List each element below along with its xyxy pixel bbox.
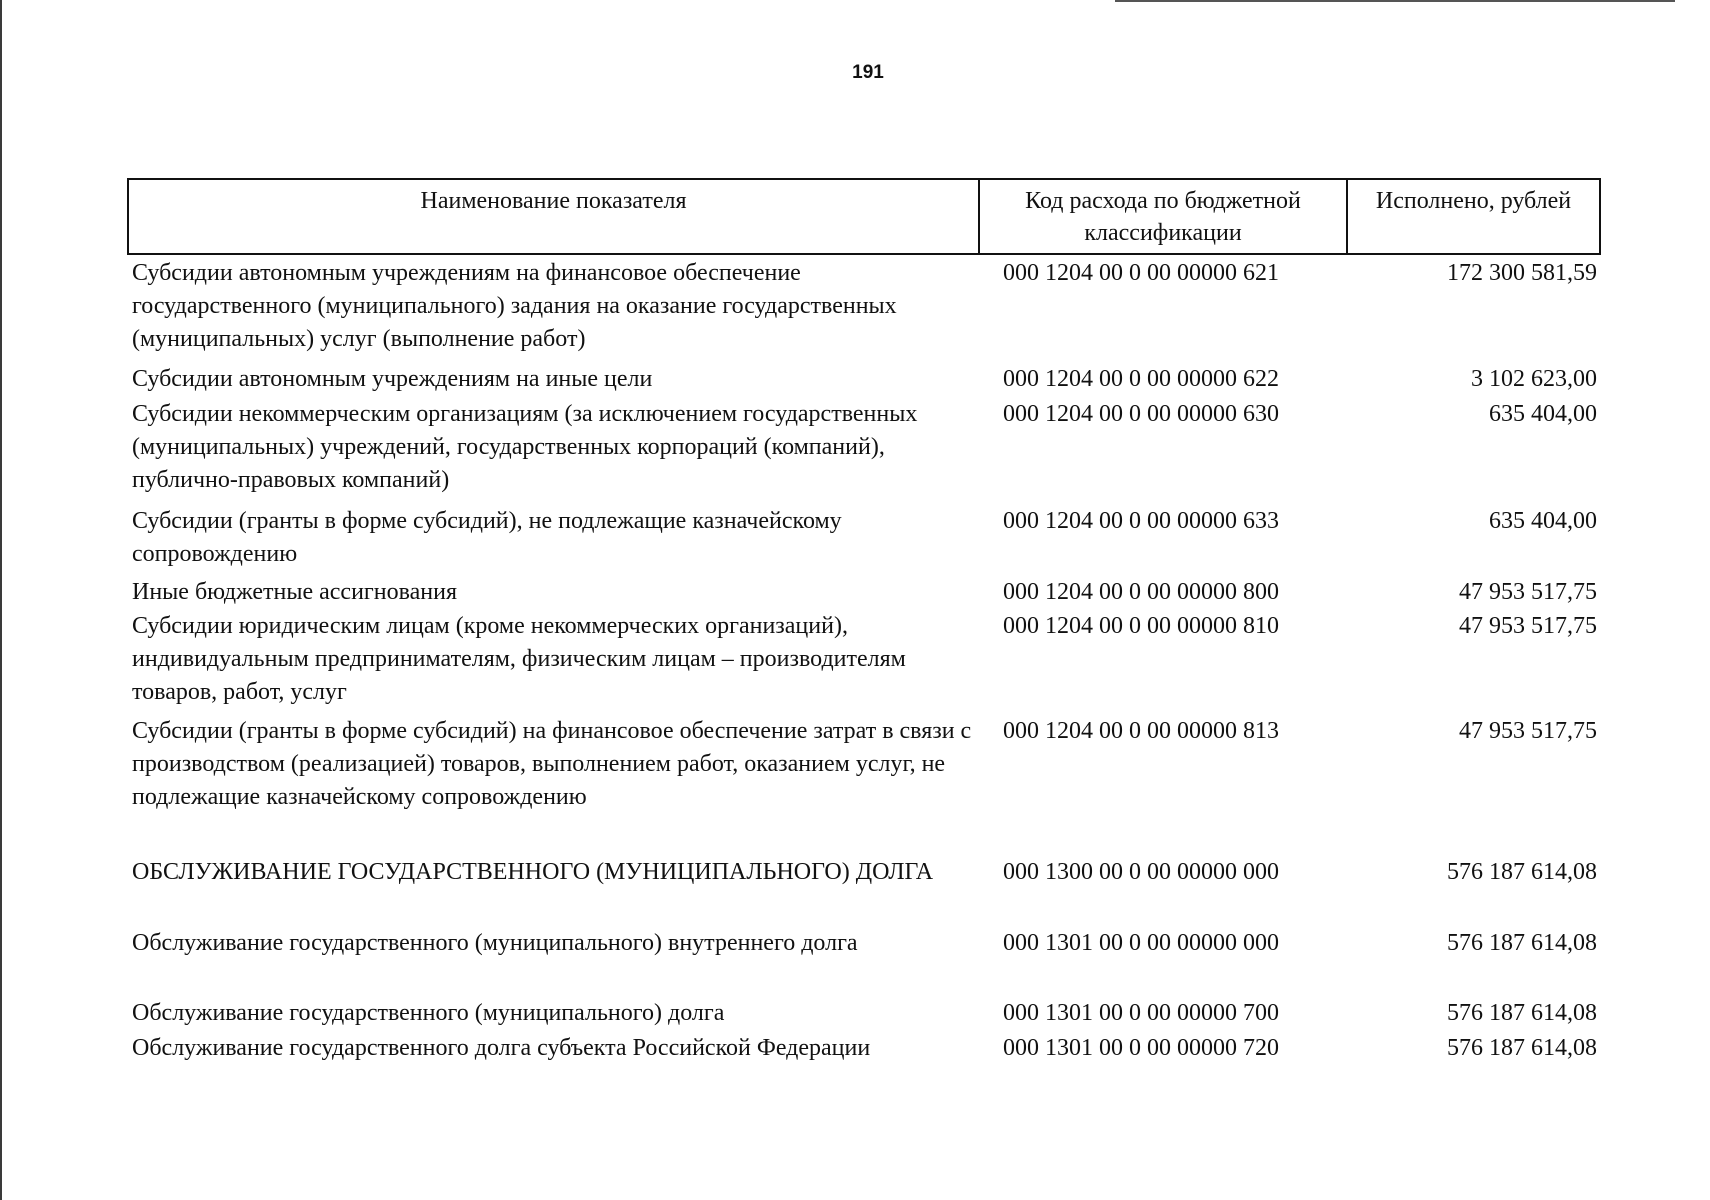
row-name: Обслуживание государственного (муниципального) долга	[132, 1000, 725, 1026]
row-name: Субсидии (гранты в форме субсидий) на финансовое обеспечение затрат в связи с производством (реализацией) товаров, выполнением работ, оказанием услуг, не подлежащие казначейскому сопровождению	[132, 718, 972, 810]
row-amount: 3 102 623,00	[1471, 366, 1597, 392]
row-amount: 172 300 581,59	[1447, 260, 1597, 286]
row-code: 000 1301 00 0 00 00000 720	[1003, 1035, 1279, 1061]
row-name: Субсидии юридическим лицам (кроме некоммерческих организаций), индивидуальным предпринимателям, физическим лицам – производителям товаров, работ, услуг	[132, 613, 906, 705]
row-amount: 47 953 517,75	[1459, 579, 1597, 605]
row-name: Субсидии автономным учреждениям на финансовое обеспечение государственного (муниципального) задания на оказание государственных (муниципальных) услуг (выполнение работ)	[132, 260, 897, 352]
row-name: Иные бюджетные ассигнования	[132, 579, 457, 605]
row-code: 000 1204 00 0 00 00000 800	[1003, 579, 1279, 605]
row-amount: 47 953 517,75	[1459, 613, 1597, 639]
row-code: 000 1204 00 0 00 00000 633	[1003, 508, 1279, 534]
row-code: 000 1204 00 0 00 00000 810	[1003, 613, 1279, 639]
row-name: ОБСЛУЖИВАНИЕ ГОСУДАРСТВЕННОГО (МУНИЦИПАЛЬНОГО) ДОЛГА	[132, 859, 934, 885]
header-amount: Исполнено, рублей	[1375, 188, 1572, 214]
row-name: Субсидии (гранты в форме субсидий), не подлежащие казначейскому сопровождению	[132, 508, 842, 567]
row-name: Субсидии автономным учреждениям на иные цели	[132, 366, 653, 392]
row-amount: 576 187 614,08	[1447, 930, 1597, 956]
row-amount: 576 187 614,08	[1447, 1035, 1597, 1061]
row-name: Обслуживание государственного долга субъекта Российской Федерации	[132, 1035, 871, 1061]
page-edge	[0, 0, 2, 1200]
row-amount: 47 953 517,75	[1459, 718, 1597, 744]
row-name: Субсидии некоммерческим организациям (за исключением государственных (муниципальных) учреждений, государственных корпораций (компаний), публично-правовых компаний)	[132, 401, 918, 493]
row-amount: 635 404,00	[1489, 401, 1597, 427]
row-amount: 576 187 614,08	[1447, 859, 1597, 885]
row-code: 000 1204 00 0 00 00000 622	[1003, 366, 1279, 392]
row-code: 000 1204 00 0 00 00000 813	[1003, 718, 1279, 744]
row-code: 000 1204 00 0 00 00000 621	[1003, 260, 1279, 286]
row-code: 000 1301 00 0 00 00000 700	[1003, 1000, 1279, 1026]
row-code: 000 1300 00 0 00 00000 000	[1003, 859, 1279, 885]
header-name: Наименование показателя	[129, 180, 980, 253]
row-code: 000 1301 00 0 00 00000 000	[1003, 930, 1279, 956]
table-header	[127, 178, 1601, 255]
page-number: 191	[852, 62, 884, 83]
row-amount: 576 187 614,08	[1447, 1000, 1597, 1026]
header-code: Код расхода по бюджетной классификации	[980, 180, 1348, 253]
scan-artifact-line	[1115, 0, 1675, 2]
row-name: Обслуживание государственного (муниципального) внутреннего долга	[132, 930, 858, 956]
row-code: 000 1204 00 0 00 00000 630	[1003, 401, 1279, 427]
row-amount: 635 404,00	[1489, 508, 1597, 534]
